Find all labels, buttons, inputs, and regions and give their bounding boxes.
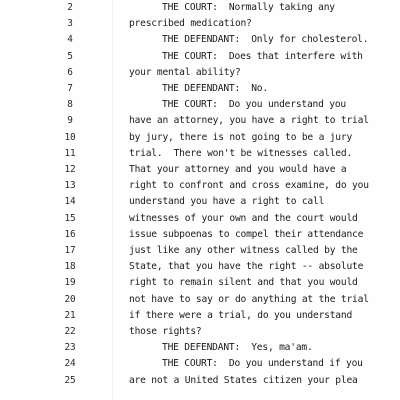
line-number: 2	[67, 2, 73, 13]
line-text: not have to say or do anything at the trial	[129, 293, 369, 305]
transcript-line	[0, 32, 400, 48]
line-number: 8	[67, 99, 73, 111]
line-number: 4	[67, 34, 73, 46]
transcript-line	[0, 259, 400, 275]
transcript-line	[0, 81, 400, 97]
transcript-line	[0, 130, 400, 146]
line-text: right to remain silent and that you would	[129, 277, 358, 289]
transcript-line	[0, 113, 400, 129]
line-number: 22	[64, 326, 76, 337]
line-number: 21	[64, 309, 76, 321]
line-number: 19	[64, 277, 76, 289]
transcript-line	[0, 146, 400, 162]
line-text: if there were a trial, do you understand	[129, 309, 353, 321]
line-text: understand you have a right to call	[129, 196, 325, 208]
line-number: 9	[67, 115, 73, 127]
line-number: 15	[64, 212, 76, 224]
line-text: That your attorney and you would have a	[129, 164, 347, 175]
transcript-line	[0, 0, 400, 16]
transcript-line	[0, 162, 400, 178]
line-number: 25	[64, 374, 76, 386]
transcript-line	[0, 211, 400, 227]
line-number: 11	[64, 147, 76, 159]
line-number: 24	[64, 358, 76, 370]
line-text: issue subpoenas to compel their attendance	[129, 228, 364, 240]
transcript-line	[0, 308, 400, 324]
line-text: THE DEFENDANT: Only for cholesterol.	[162, 34, 369, 46]
line-text: THE DEFENDANT: No.	[162, 83, 268, 94]
line-number: 3	[67, 18, 73, 30]
line-number: 10	[64, 131, 76, 143]
line-number: 7	[67, 83, 73, 94]
line-text: by jury, there is not going to be a jury	[129, 131, 353, 143]
line-text: are not a United States citizen your plea	[129, 374, 358, 386]
line-number: 16	[64, 228, 76, 240]
transcript-line	[0, 178, 400, 194]
line-number: 6	[67, 66, 73, 78]
line-text: prescribed medication?	[129, 18, 252, 30]
transcript-line	[0, 65, 400, 81]
line-number: 12	[64, 164, 76, 175]
line-text: THE COURT: Does that interfere with	[162, 50, 363, 62]
line-text: trial. There won't be witnesses called.	[129, 147, 353, 159]
transcript-line	[0, 49, 400, 65]
line-text: THE COURT: Do you understand you	[162, 99, 347, 111]
line-number: 18	[64, 261, 76, 273]
transcript-line	[0, 356, 400, 372]
line-text: THE COURT: Normally taking any	[162, 2, 335, 13]
line-text: witnesses of your own and the court would	[129, 212, 358, 224]
line-number: 14	[64, 196, 76, 208]
line-number: 20	[64, 293, 76, 305]
line-text: just like any other witness called by the	[129, 245, 358, 256]
transcript-line	[0, 373, 400, 389]
transcript-line	[0, 227, 400, 243]
line-text: your mental ability?	[129, 66, 241, 78]
line-number: 5	[67, 50, 73, 62]
transcript-line	[0, 16, 400, 32]
line-text: THE DEFENDANT: Yes, ma'am.	[162, 342, 313, 354]
transcript-line	[0, 97, 400, 113]
line-number: 13	[64, 180, 76, 192]
transcript-line	[0, 243, 400, 259]
line-text: right to confront and cross examine, do you	[129, 180, 369, 192]
transcript-line	[0, 340, 400, 356]
transcript-line	[0, 275, 400, 291]
line-text: those rights?	[129, 326, 202, 337]
line-text: have an attorney, you have a right to trial	[129, 115, 369, 127]
transcript-line	[0, 324, 400, 340]
line-number: 23	[64, 342, 76, 354]
line-text: State, that you have the right -- absolute	[129, 261, 364, 273]
transcript-line	[0, 292, 400, 308]
line-number: 17	[64, 245, 76, 256]
line-text: THE COURT: Do you understand if you	[162, 358, 363, 370]
transcript-line	[0, 194, 400, 210]
